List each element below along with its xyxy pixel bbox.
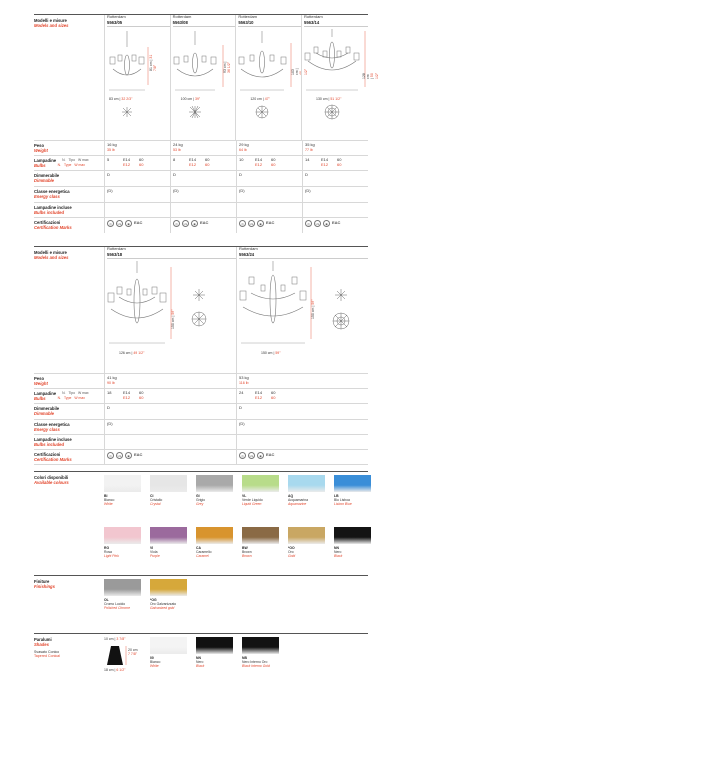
bulbs-included-row: Lampadine incluse Bulbs included xyxy=(34,202,368,217)
colours-section: Colori disponibili Available colours BI Bianco White CI Cristallo Crystal GI Grigio Grey VL Verde Liquido Liquid Green AQ Acquamarina Aquamarine LB Blu Lisboa Lisbon Blue RO Rosa Light Pink VI Viola Purple CA Caramello Caramel BW Brown Brown *OO Oro Gold NN Nero Black xyxy=(34,471,368,575)
finish-swatches xyxy=(104,579,371,633)
height-dim: 93 cm | 36 1/2" xyxy=(222,61,231,73)
swatch-color xyxy=(242,527,279,544)
dimmable-row: Dimmerabile Dimmable D D D D xyxy=(34,170,368,186)
ce-mark-icon: ◎ xyxy=(305,220,312,227)
swatch-nb xyxy=(242,637,279,683)
width-dim: 83 cm | 32 2/3" xyxy=(109,97,133,101)
swatch-en: Polished Chrome xyxy=(104,606,131,611)
swatch-code: NN xyxy=(196,656,201,660)
swatch-code: NB xyxy=(242,656,247,660)
swatch-code: *OG xyxy=(150,598,157,602)
swatch-color xyxy=(196,527,233,544)
swatch-color xyxy=(288,527,325,544)
chandelier-drawing xyxy=(239,259,367,359)
swatch-code: VL xyxy=(242,494,247,498)
swatch-color xyxy=(150,527,187,544)
width-dim: 126 cm | 49 1/2" xyxy=(119,351,145,355)
swatch-en: Light Pink xyxy=(104,553,119,558)
swatch-en: White xyxy=(150,664,159,669)
certification-row: Certificazioni Certification Marks ◎ UL ◉ EAC ◎ UL ◉ EAC ◎ UL ◉ EAC ◎ UL ◉ EAC xyxy=(34,217,368,233)
swatch-color xyxy=(242,637,279,654)
swatch-en: White xyxy=(104,502,113,507)
swatch-bi xyxy=(104,475,141,524)
swatch-code: CA xyxy=(196,545,201,550)
swatch-it: Oro Galvanizzato xyxy=(150,602,177,607)
swatch-code: *OO xyxy=(288,545,295,550)
eac-mark: EAC xyxy=(200,220,209,226)
ce-mark-icon: ◎ xyxy=(107,452,114,459)
swatch-it: Bianco xyxy=(104,498,115,503)
swatch-bw xyxy=(242,527,279,576)
swatch-en: Gold xyxy=(288,553,296,558)
swatch-code: OL xyxy=(104,598,109,602)
eac-mark: EAC xyxy=(134,220,143,226)
swatch-code: RO xyxy=(104,545,110,550)
swatch-en: Purple xyxy=(150,553,160,558)
swatch-color xyxy=(104,527,141,544)
swatch-it: Cromo Lucido xyxy=(104,602,126,607)
model-col-24: Rotterdam 5563/24 150 cm | 59" 150 cm | 59" xyxy=(236,247,368,373)
swatch-it: Acquamarina xyxy=(288,498,308,503)
swatch-ol xyxy=(104,579,141,633)
swatch-color xyxy=(150,637,187,654)
cert-mark-icon: ◉ xyxy=(323,220,330,227)
swatch-code: VI xyxy=(150,545,154,550)
swatch-en: Black Interno Gold xyxy=(242,664,270,669)
swatch-it: Nero Interno Oro xyxy=(242,660,268,665)
cert-mark-icon: ◉ xyxy=(125,220,132,227)
ce-mark-icon: ◎ xyxy=(239,220,246,227)
chandelier-drawing xyxy=(304,27,368,127)
height-dim: 150 cm | 59" xyxy=(311,299,315,319)
ul-mark-icon: UL xyxy=(183,222,188,226)
weight-row-2: Peso Weight 41 kg 90 lb 53 kg 116 lb xyxy=(34,373,368,388)
swatch-en: Crystal xyxy=(150,502,161,507)
spec-sheet xyxy=(34,14,379,683)
swatch-color xyxy=(242,475,279,492)
ce-mark-icon: ◎ xyxy=(173,220,180,227)
ul-mark-icon: UL xyxy=(117,222,122,226)
cert-mark-icon: ◉ xyxy=(191,220,198,227)
swatch-code: CI xyxy=(150,494,154,498)
model-col-05: Rotterdam 5563/05 83 cm | 32 2/3" 81 cm | 31 7/8" xyxy=(104,15,170,140)
model-col-08: Rotterdam 5563/08 100 cm | 39" 93 cm | 36 1/2" xyxy=(170,15,236,140)
swatch-color xyxy=(104,579,141,596)
swatch-en: Black xyxy=(196,664,205,669)
swatch-oo xyxy=(288,527,325,576)
eac-mark: EAC xyxy=(266,220,275,226)
swatch-it: Nero xyxy=(196,660,204,665)
energy-row-2: Classe energetica Energy class (D) (D) xyxy=(34,419,368,434)
swatch-en: Black xyxy=(334,553,343,558)
energy-row: Classe energetica Energy class (D) (D) (D) (D) xyxy=(34,186,368,202)
swatch-en: Grey xyxy=(196,502,204,507)
swatch-it: Cristallo xyxy=(150,498,163,503)
swatch-it: Bianco xyxy=(150,660,161,665)
height-dim: 81 cm | 31 7/8" xyxy=(149,54,158,71)
shade-diagram: 10 cm | 3 7/8" 20 cm 7 7/8" 18 cm | 6 1/2" xyxy=(104,637,141,677)
swatch-it: Caramello xyxy=(196,549,212,554)
swatch-color xyxy=(196,475,233,492)
certification-row-2: Certificazioni Certification Marks ◎ UL ◉ EAC ◎ UL ◉ EAC xyxy=(34,449,368,465)
eac-mark: EAC xyxy=(332,220,341,226)
swatch-it: Nero xyxy=(334,549,342,554)
dimmable-row-2: Dimmerabile Dimmable D D xyxy=(34,403,368,419)
cert-mark-icon: ◉ xyxy=(125,452,132,459)
width-dim: 150 cm | 59" xyxy=(261,351,281,355)
swatch-code: BI xyxy=(104,494,108,498)
shade-swatches xyxy=(150,637,279,683)
model-col-18: Rotterdam 5563/18 126 cm | 49 1/2" 150 cm | 59" xyxy=(104,247,236,373)
height-dim: 150 cm | 59" xyxy=(171,309,175,329)
swatch-en: Lisbon Blue xyxy=(334,502,352,507)
swatch-gi xyxy=(196,475,233,524)
width-dim: 100 cm | 39" xyxy=(180,97,201,101)
width-dim: 130 cm | 51 1/2" xyxy=(316,97,342,101)
swatch-it: Oro xyxy=(288,549,294,554)
bulbs-included-row-2: Lampadine incluse Bulbs included xyxy=(34,434,368,449)
finishes-section: Finiture Finishings OL Cromo Lucido Polished Chrome *OG Oro Galvanizzato Galvanized gold xyxy=(34,575,368,633)
swatch-en: Caramel xyxy=(196,553,209,558)
model-col-10: Rotterdam 5563/10 120 cm | 47" 103 cm | 40 1/2" xyxy=(235,15,301,140)
colour-swatches xyxy=(104,475,371,575)
height-dim: 128 cm | 50 1/2" xyxy=(362,72,379,79)
swatch-it: Verde Liquido xyxy=(242,498,263,503)
bottom-models-row: Modelli e misure Models and sizes Rotterdam 5563/18 126 cm | 49 1/2" 150 cm | 59" Rotterdam 5563/24 150 cm | 59" 150 cm | 59" xyxy=(34,247,368,373)
ul-mark-icon: UL xyxy=(249,222,254,226)
swatch-00 xyxy=(150,637,187,683)
swatch-aq xyxy=(288,475,325,524)
swatch-color xyxy=(334,475,371,492)
swatch-code: 00 xyxy=(150,656,154,660)
top-models-row xyxy=(34,14,379,140)
bulbs-row: Lampadine N. Tipo W max Bulbs N. Type W max 5 E14 60 E12 60 8 E14 60 E12 60 10 E14 60 E12 60 14 E14 60 E12 60 xyxy=(34,155,368,170)
cert-mark-icon: ◉ xyxy=(257,452,264,459)
swatch-en: Galvanized gold xyxy=(150,606,175,611)
ce-mark-icon: ◎ xyxy=(107,220,114,227)
chandelier-drawing xyxy=(107,27,169,127)
swatch-code: NN xyxy=(334,545,339,550)
swatch-it: Viola xyxy=(150,549,158,554)
ul-mark-icon: UL xyxy=(315,222,320,226)
ul-mark-icon: UL xyxy=(249,454,254,458)
weight-row: Peso Weight 16 kg 35 lb 24 kg 53 lb 29 kg 64 lb 35 kg 77 lb xyxy=(34,140,368,155)
swatch-code: BW xyxy=(242,545,248,550)
swatch-og xyxy=(150,579,187,633)
swatch-en: Brown xyxy=(242,553,252,558)
model-col-14: Rotterdam 5563/14 130 cm | 51 1/2" 128 cm | 50 1/2" xyxy=(301,15,368,140)
swatch-code: GI xyxy=(196,494,200,498)
chandelier-drawing xyxy=(238,27,300,127)
swatch-code: LB xyxy=(334,494,339,498)
bulbs-row-2: Lampadine N. Tipo W max Bulbs N. Type W max 18 E14 60 E12 60 24 E14 60 E12 60 xyxy=(34,388,368,403)
ce-mark-icon: ◎ xyxy=(239,452,246,459)
swatch-color xyxy=(288,475,325,492)
models-label: Modelli e misure Models and sizes xyxy=(34,18,69,29)
swatch-it: Brown xyxy=(242,549,252,554)
swatch-it: Rosa xyxy=(104,549,112,554)
swatch-color xyxy=(150,475,187,492)
swatch-nn xyxy=(334,527,371,576)
ul-mark-icon: UL xyxy=(117,454,122,458)
swatch-ci xyxy=(150,475,187,524)
swatch-ro xyxy=(104,527,141,576)
shades-section: Paralumi Shades Svasato Conico Tapered Conical 10 cm | 3 7/8" 20 cm 7 7/8" 18 cm | 6 1/2" 00 Bianco White NN Nero Black NB Nero Interno Oro Black Interno Gold xyxy=(34,633,368,683)
swatch-vl xyxy=(242,475,279,524)
swatch-en: Aquamarine xyxy=(288,502,307,507)
swatch-lb xyxy=(334,475,371,524)
eac-mark: EAC xyxy=(266,452,275,458)
swatch-it: Grigio xyxy=(196,498,206,503)
swatch-code: AQ xyxy=(288,494,294,498)
swatch-vi xyxy=(150,527,187,576)
swatch-color xyxy=(334,527,371,544)
swatch-color xyxy=(104,475,141,492)
swatch-color xyxy=(196,637,233,654)
eac-mark: EAC xyxy=(134,452,143,458)
height-dim: 103 cm | 40 1/2" xyxy=(291,68,308,75)
swatch-nn xyxy=(196,637,233,683)
swatch-ca xyxy=(196,527,233,576)
swatch-it: Blu Lisboa xyxy=(334,498,350,503)
swatch-color xyxy=(150,579,187,596)
swatch-en: Liquid Green xyxy=(242,502,262,507)
width-dim: 120 cm | 47" xyxy=(250,97,270,101)
chandelier-drawing xyxy=(173,27,235,127)
cert-mark-icon: ◉ xyxy=(257,220,264,227)
